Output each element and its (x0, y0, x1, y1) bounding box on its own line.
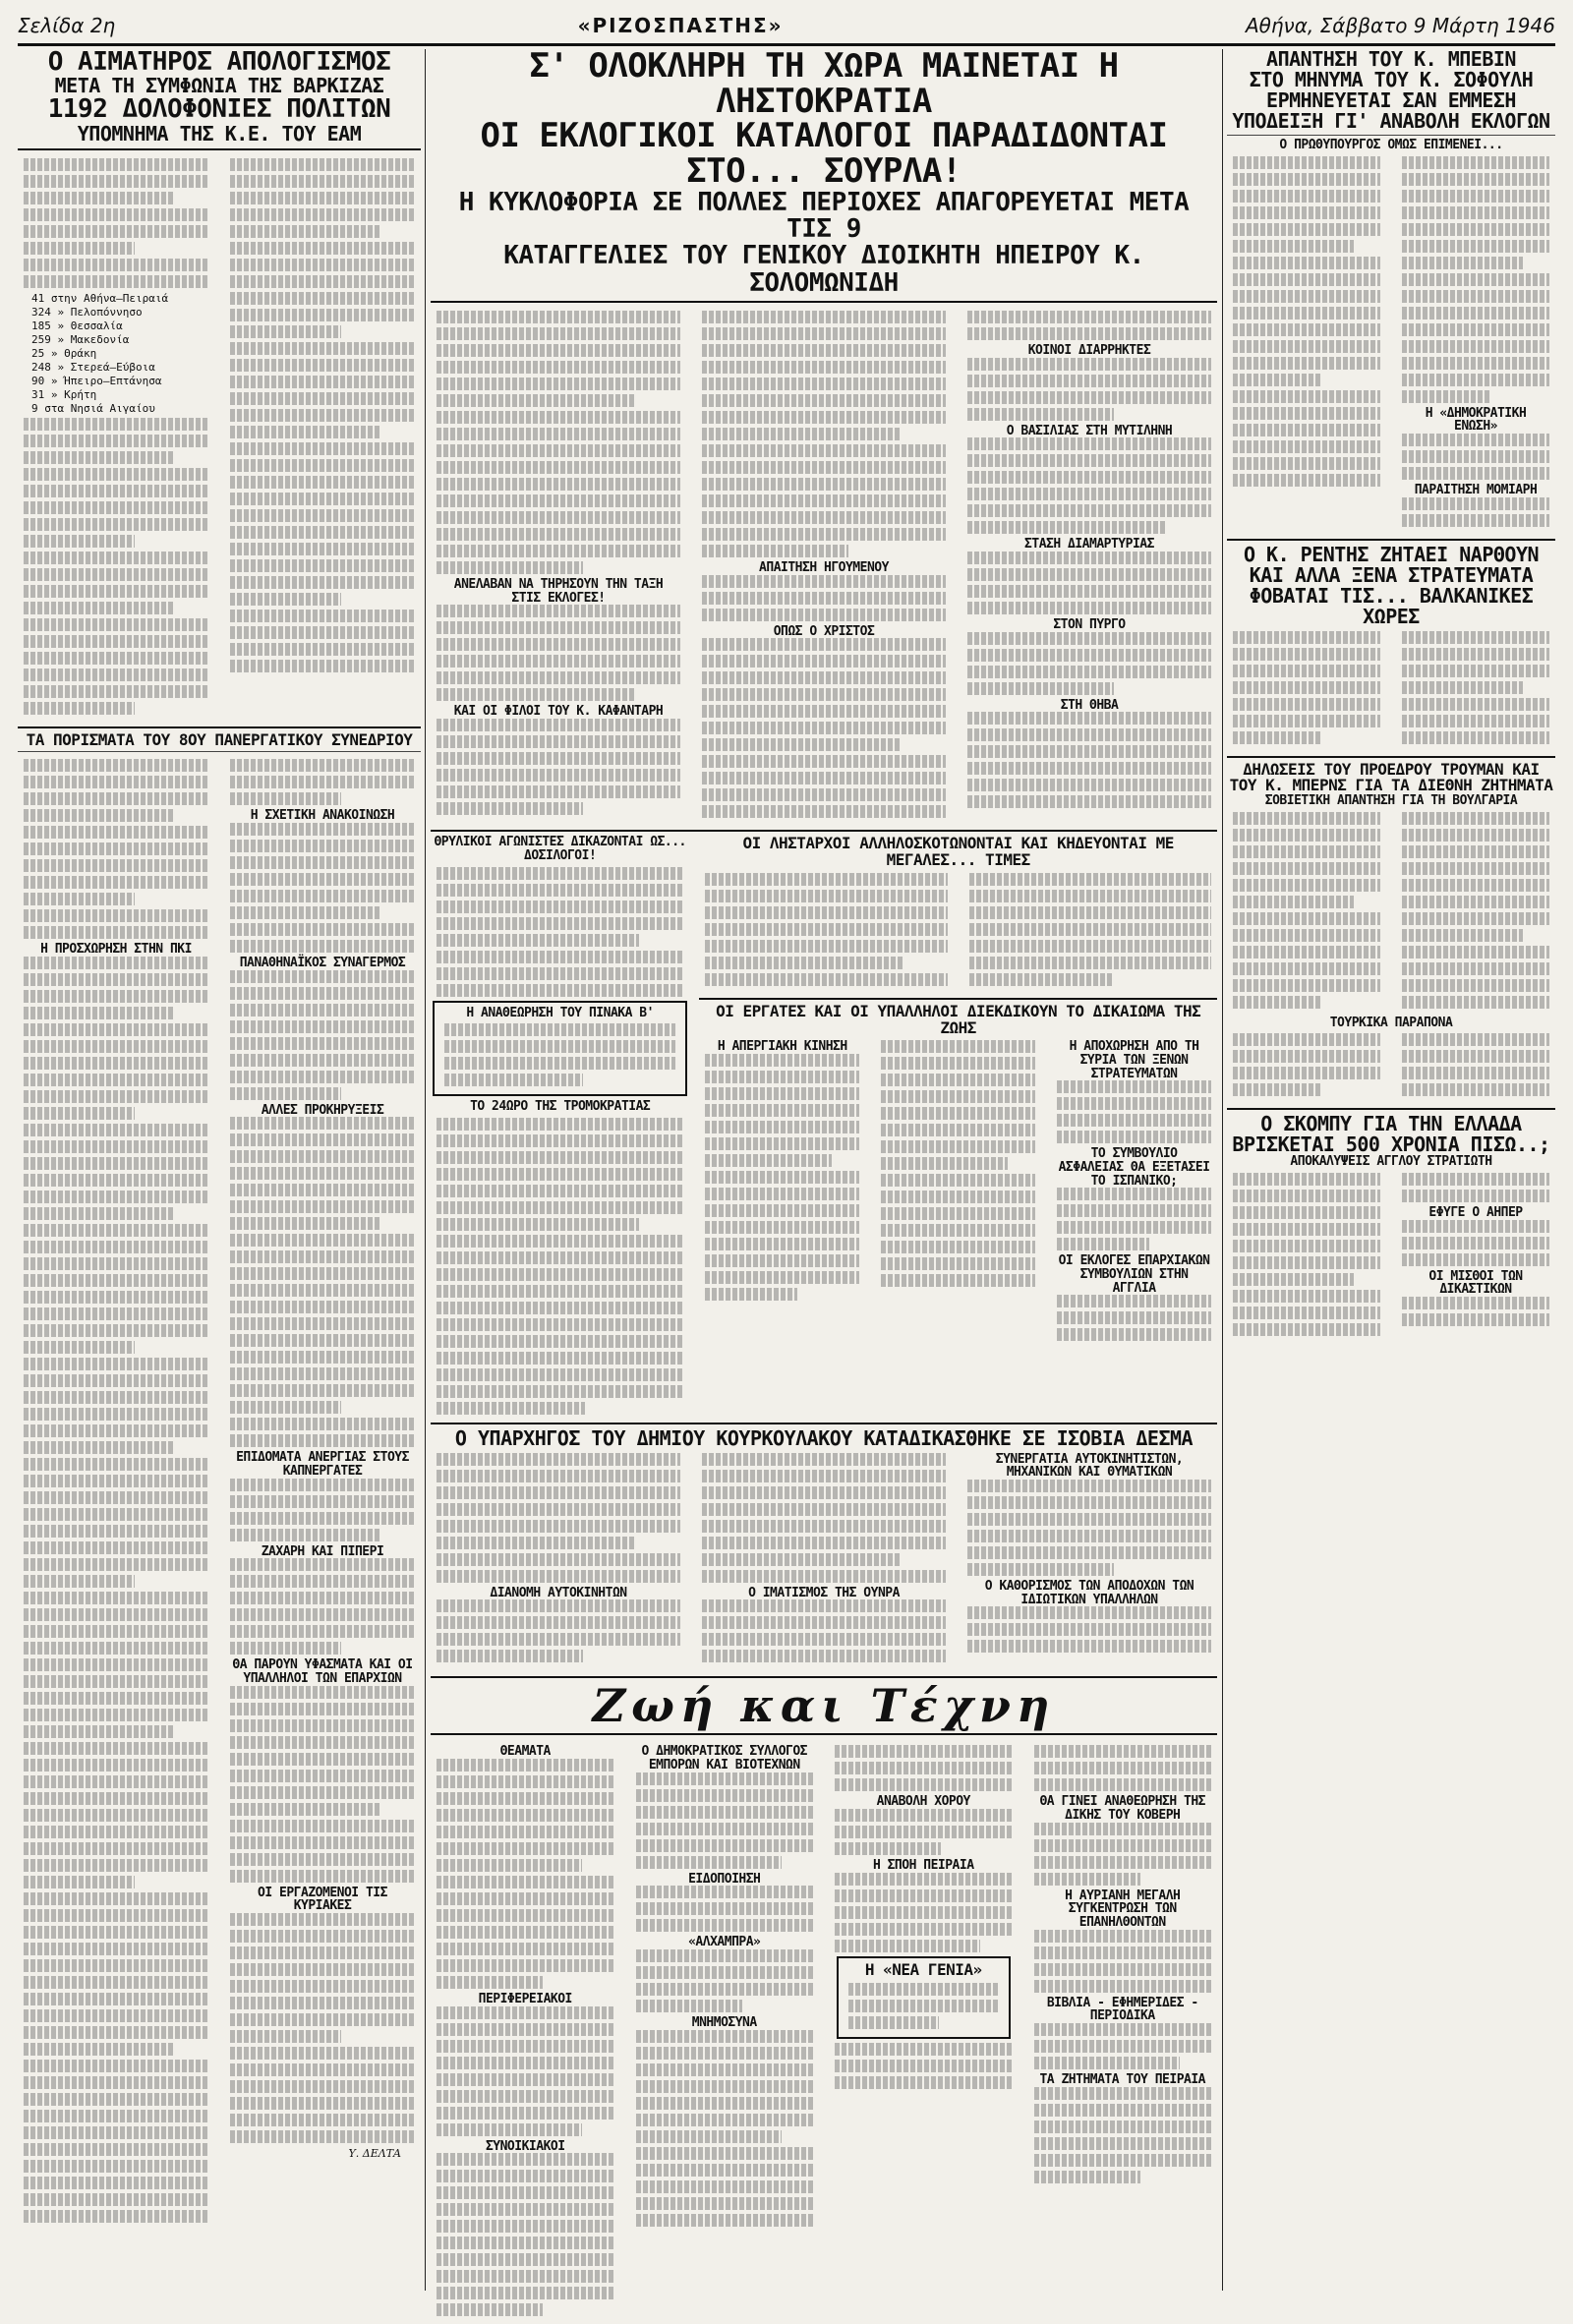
headline: ΒΡΙΣΚΕΤΑΙ 500 ΧΡΟΝΙΑ ΠΙΣΩ..; (1232, 1133, 1550, 1157)
main-headline: ΟΙ ΕΚΛΟΓΙΚΟΙ ΚΑΤΑΛΟΓΟΙ ΠΑΡΑΔΙΔΟΝΤΑΙ ΣΤΟ... ΣΟΥΡΛΑ! (480, 116, 1168, 192)
boxed-article (433, 1001, 687, 1097)
subheading: ΑΛΛΕΣ ΠΡΟΚΗΡΥΞΕΙΣ (261, 1102, 384, 1118)
subheading: ΣΤΟΝ ΠΥΡΓΟ (1053, 616, 1126, 632)
subheading: ΟΙ ΕΡΓΑΖΟΜΕΝΟΙ ΤΙΣ ΚΥΡΙΑΚΕΣ (258, 1885, 387, 1914)
subheading: ΕΙΔΟΠΟΙΗΣΗ (688, 1871, 761, 1887)
casualty-list: 41 στην Αθήνα—Πειραιά 324 » Πελοπόννησο 185 » Θεσσαλία 259 » Μακεδονία 25 » Θράκη 248 » Στερεά—Εύβοια 90 » Ήπειρο—Επτάνησα 31 » Κρήτη 9 στα Νησιά Αιγαίου (31, 291, 169, 415)
headline: ΟΙ ΕΡΓΑΤΕΣ ΚΑΙ ΟΙ ΥΠΑΛΛΗΛΟΙ ΔΙΕΚΔΙΚΟΥΝ ΤΟ ΔΙΚΑΙΩΜΑ ΤΗΣ ΖΩΗΣ (716, 1001, 1201, 1037)
left-column (18, 49, 421, 2231)
subheading: ΒΙΒΛΙΑ - ΕΦΗΜΕΡΙΔΕΣ - ΠΕΡΙΟΔΙΚΑ (1046, 1995, 1198, 2024)
subheading: ΣΤΗ ΘΗΒΑ (1060, 697, 1119, 713)
headline: Ο ΣΚΟΜΠΥ ΓΙΑ ΤΗΝ ΕΛΛΑΔΑ (1260, 1112, 1522, 1136)
headline: ΑΠΑΝΤΗΣΗ ΤΟΥ Κ. ΜΠΕΒΙΝ (1266, 49, 1516, 71)
headline: Η ΚΥΚΛΟΦΟΡΙΑ ΣΕ ΠΟΛΛΕΣ ΠΕΡΙΟΧΕΣ ΑΠΑΓΟΡΕΥΕΤΑΙ ΜΕΤΑ ΤΙΣ 9 (458, 187, 1190, 245)
article-text (1227, 1029, 1555, 1104)
subheading: Ο ΠΡΩΘΥΠΟΥΡΓΟΣ ΟΜΩΣ ΕΠΙΜΕΝΕΙ... (1279, 138, 1503, 152)
headline: ΕΡΜΗΝΕΥΕΤΑΙ ΣΑΝ ΕΜΜΕΣΗ (1266, 88, 1516, 112)
subheading: «ΑΛΧΑΜΠΡΑ» (688, 1935, 761, 1950)
headline: ΟΙ ΛΗΣΤΑΡΧΟΙ ΑΛΛΗΛΟΣΚΟΤΩΝΟΝΤΑΙ ΚΑΙ ΚΗΔΕΥΟΝΤΑΙ ΜΕ ΜΕΓΑΛΕΣ... ΤΙΜΕΣ (742, 834, 1174, 870)
article-text (1227, 627, 1555, 752)
subheading: Η ΑΠΕΡΓΙΑΚΗ ΚΙΝΗΣΗ (717, 1039, 847, 1055)
article-text (1227, 1169, 1555, 1344)
subheading: Η ΣΠΟΗ ΠΕΙΡΑΙΑ (872, 1858, 974, 1874)
headline: ΤΑ ΠΟΡΙΣΜΑΤΑ ΤΟΥ 8ΟΥ ΠΑΝΕΡΓΑΤΙΚΟΥ ΣΥΝΕΔΡΙΟΥ (26, 729, 413, 749)
subheading: ΤΟ 24ΩΡΟ ΤΗΣ ΤΡΟΜΟΚΡΑΤΙΑΣ (470, 1099, 651, 1115)
column-divider (1222, 49, 1223, 2291)
divider (1227, 539, 1555, 541)
divider (1227, 756, 1555, 758)
headline: Ο Κ. ΡΕΝΤΗΣ ΖΗΤΑΕΙ ΝΑΡΘΟΥΝ ΚΑΙ ΑΛΛΑ ΞΕΝΑ ΣΤΡΑΤΕΥΜΑΤΑ (1243, 542, 1540, 587)
headline: ΘΡΥΛΙΚΟΙ ΑΓΩΝΙΣΤΕΣ ΔΙΚΑΖΟΝΤΑΙ ΩΣ... ΔΟΣΙΛΟΓΟΙ! (434, 835, 686, 863)
issue-date: Αθήνα, Σάββατο 9 Μάρτη 1946 (1245, 14, 1555, 37)
subheading: Η ΣΧΕΤΙΚΗ ΑΝΑΚΟΙΝΩΣΗ (250, 808, 395, 824)
headline: ΣΤΟ ΜΗΝΥΜΑ ΤΟΥ Κ. ΣΟΦΟΥΛΗ (1249, 68, 1534, 91)
divider (1227, 135, 1555, 136)
subheading: ΚΟΙΝΟΙ ΔΙΑΡΡΗΚΤΕΣ (1027, 342, 1151, 358)
article-block (431, 307, 1217, 826)
subheading: ΠΑΝΑΘΗΝΑΪΚΟΣ ΣΥΝΑΓΕΡΜΟΣ (239, 956, 406, 971)
subheading: Η «ΔΗΜΟΚΡΑΤΙΚΗ ΕΝΩΣΗ» (1425, 405, 1527, 435)
subheading: ΤΑ ΖΗΤΗΜΑΤΑ ΤΟΥ ΠΕΙΡΑΙΑ (1039, 2071, 1205, 2087)
divider (431, 301, 1217, 303)
divider (431, 830, 1217, 832)
subheading: ΑΝΑΒΟΛΗ ΧΟΡΟΥ (876, 1794, 970, 1810)
divider (431, 1423, 1217, 1424)
subheading: Η ΠΡΟΣΧΩΡΗΣΗ ΣΤΗΝ ΠΚΙ (40, 942, 192, 958)
subheading: ΤΟΥΡΚΙΚΑ ΠΑΡΑΠΟΝΑ (1329, 1015, 1453, 1030)
subheading: ΑΠΑΙΤΗΣΗ ΗΓΟΥΜΕΝΟΥ (759, 559, 889, 575)
subheading: ΖΑΧΑΡΗ ΚΑΙ ΠΙΠΕΡΙ (261, 1543, 384, 1559)
subheading: Η ΑΝΑΘΕΩΡΗΣΗ ΤΟΥ ΠΙΝΑΚΑ Β' (466, 1005, 654, 1020)
headline: ΜΕΤΑ ΤΗ ΣΥΜΦΩΝΙΑ ΤΗΣ ΒΑΡΚΙΖΑΣ (54, 74, 384, 98)
paper-title: «ΡΙΖΟΣΠΑΣΤΗΣ» (577, 14, 784, 37)
subheading: ΑΠΟΚΑΛΥΨΕΙΣ ΑΓΓΛΟΥ ΣΤΡΑΤΙΩΤΗ (1290, 1154, 1492, 1170)
culture-section-logo (431, 1676, 1217, 1735)
subheading: ΕΦΥΓΕ Ο ΑΗΠΕΡ (1428, 1205, 1523, 1221)
article-block (431, 836, 1217, 1419)
divider (18, 751, 421, 752)
author-signature: Υ. ΔΕΛΤΑ (348, 2146, 401, 2160)
subheading: ΟΠΩΣ Ο ΧΡΙΣΤΟΣ (773, 623, 875, 639)
subheading: ΣΥΝΟΙΚΙΑΚΟΙ (485, 2138, 565, 2154)
subheading: Ο ΙΜΑΤΙΣΜΟΣ ΤΗΣ ΟΥΝΡΑ (748, 1585, 900, 1600)
subheading: ΠΕΡΙΦΕΡΕΙΑΚΟΙ (478, 1992, 572, 2007)
subheading: ΣΟΒΙΕΤΙΚΗ ΑΠΑΝΤΗΣΗ ΓΙΑ ΤΗ ΒΟΥΛΓΑΡΙΑ (1264, 793, 1518, 809)
culture-logo-text: Ζωή και Τέχνη (592, 1679, 1056, 1733)
article-text (18, 755, 421, 2231)
subheading: ΣΤΑΣΗ ΔΙΑΜΑΡΤΥΡΙΑΣ (1024, 537, 1154, 552)
right-column (1227, 49, 1555, 1344)
headline: ΦΟΒΑΤΑΙ ΤΙΣ... ΒΑΛΚΑΝΙΚΕΣ ΧΩΡΕΣ (1249, 583, 1534, 628)
subheading: ΘΕΑΜΑΤΑ (499, 1744, 551, 1760)
divider (1227, 1108, 1555, 1110)
headline: Ο ΑΙΜΑΤΗΡΟΣ ΑΠΟΛΟΓΙΣΜΟΣ (47, 49, 391, 77)
headline: Ο ΥΠΑΡΧΗΓΟΣ ΤΟΥ ΔΗΜΙΟΥ ΚΟΥΡΚΟΥΛΑΚΟΥ ΚΑΤΑΔΙΚΑΣΘΗΚΕ ΣΕ ΙΣΟΒΙΑ ΔΕΣΜΑ (454, 1425, 1194, 1450)
headline: ΥΠΟΜΝΗΜΑ ΤΗΣ Κ.Ε. ΤΟΥ ΕΑΜ (77, 121, 362, 145)
headline: ΥΠΟΔΕΙΞΗ ΓΙ' ΑΝΑΒΟΛΗ ΕΚΛΟΓΩΝ (1232, 109, 1550, 133)
subheading: ΠΑΡΑΙΤΗΣΗ ΜΟΜΙΑΡΗ (1414, 482, 1538, 497)
subheading: Ο ΔΗΜΟΚΡΑΤΙΚΟΣ ΣΥΛΛΟΓΟΣ ΕΜΠΟΡΩΝ ΚΑΙ ΒΙΟΤΕΧΝΩΝ (641, 1744, 807, 1773)
subheading: ΣΥΝΕΡΓΑΤΙΑ ΑΥΤΟΚΙΝΗΤΙΣΤΩΝ, ΜΗΧΑΝΙΚΩΝ ΚΑΙ ΘΥΜΑΤΙΚΩΝ (995, 1451, 1184, 1481)
subheading: ΟΙ ΕΚΛΟΓΕΣ ΕΠΑΡΧΙΑΚΩΝ ΣΥΜΒΟΥΛΙΩΝ ΣΤΗΝ ΑΓΓΛΙΑ (1058, 1253, 1210, 1296)
newspaper-page (18, 8, 1555, 2294)
columns (18, 49, 1555, 2291)
subheading: Ο ΒΑΣΙΛΙΑΣ ΣΤΗ ΜΥΤΙΛΗΝΗ (1006, 423, 1173, 438)
article-text (1227, 152, 1555, 535)
column-divider (425, 49, 426, 2291)
headline: 1192 ΔΟΛΟΦΟΝΙΕΣ ΠΟΛΙΤΩΝ (47, 94, 391, 125)
subheading: ΔΙΑΝΟΜΗ ΑΥΤΟΚΙΝΗΤΩΝ (490, 1585, 627, 1600)
subheading: Ο ΚΑΘΟΡΙΣΜΟΣ ΤΩΝ ΑΠΟΔΟΧΩΝ ΤΩΝ ΙΔΙΩΤΙΚΩΝ ΥΠΑΛΛΗΛΩΝ (984, 1579, 1194, 1607)
subheading: ΚΑΙ ΟΙ ΦΙΛΟΙ ΤΟΥ Κ. ΚΑΦΑΝΤΑΡΗ (453, 704, 664, 720)
article-block (431, 1449, 1217, 1671)
headline: ΚΑΤΑΓΓΕΛΙΕΣ ΤΟΥ ΓΕΝΙΚΟΥ ΔΙΟΙΚΗΤΗ ΗΠΕΙΡΟΥ Κ. ΣΟΛΟΜΩΝΙΔΗ (503, 241, 1144, 298)
center-column (431, 49, 1217, 2324)
subheading: ΑΝΕΛΑΒΑΝ ΝΑ ΤΗΡΗΣΟΥΝ ΤΗΝ ΤΑΞΗ ΣΤΙΣ ΕΚΛΟΓΕΣ! (453, 576, 664, 606)
boxed-notice (837, 1956, 1011, 2039)
headline: ΔΗΛΩΣΕΙΣ ΤΟΥ ΠΡΟΕΔΡΟΥ ΤΡΟΥΜΑΝ ΚΑΙ ΤΟΥ Κ. ΜΠΕΡΝΣ ΓΙΑ ΤΑ ΔΙΕΘΝΗ ΖΗΤΗΜΑΤΑ (1229, 759, 1553, 795)
divider (18, 726, 421, 728)
main-headline: Σ' ΟΛΟΚΛΗΡΗ ΤΗ ΧΩΡΑ ΜΑΙΝΕΤΑΙ Η ΛΗΣΤΟΚΡΑΤΙΑ (529, 49, 1119, 121)
subheading: Η ΑΥΡΙΑΝΗ ΜΕΓΑΛΗ ΣΥΓΚΕΝΤΡΩΣΗ ΤΩΝ ΕΠΑΝΗΛΘΟΝΤΩΝ (1065, 1888, 1181, 1930)
article-text (1227, 808, 1555, 1017)
article-text (18, 154, 421, 723)
subheading: Η «ΝΕΑ ΓΕΝΙΑ» (864, 1959, 982, 1979)
page-number: Σελίδα 2η (18, 14, 116, 37)
subheading: Η ΑΠΟΧΩΡΗΣΗ ΑΠΟ ΤΗ ΣΥΡΙΑ ΤΩΝ ΞΕΝΩΝ ΣΤΡΑΤΕΥΜΑΤΩΝ (1069, 1039, 1199, 1081)
culture-section (431, 1741, 1217, 2324)
subheading: ΤΟ ΣΥΜΒΟΥΛΙΟ ΑΣΦΑΛΕΙΑΣ ΘΑ ΕΞΕΤΑΣΕΙ ΤΟ ΙΣΠΑΝΙΚΟ; (1058, 1146, 1210, 1189)
subheading: ΘΑ ΓΙΝΕΙ ΑΝΑΘΕΩΡΗΣΗ ΤΗΣ ΔΙΚΗΣ ΤΟΥ ΚΟΒΕΡΗ (1039, 1794, 1205, 1824)
subheading: ΟΙ ΜΙΣΘΟΙ ΤΩΝ ΔΙΚΑΣΤΙΚΩΝ (1428, 1268, 1523, 1298)
subheading: ΜΝΗΜΟΣΥΝΑ (691, 2014, 757, 2030)
subheading: ΕΠΙΔΟΜΑΤΑ ΑΝΕΡΓΙΑΣ ΣΤΟΥΣ ΚΑΠΝΕΡΓΑΤΕΣ (236, 1450, 409, 1479)
masthead (18, 8, 1555, 46)
subheading: ΘΑ ΠΑΡΟΥΝ ΥΦΑΣΜΑΤΑ ΚΑΙ ΟΙ ΥΠΑΛΛΗΛΟΙ ΤΩΝ ΕΠΑΡΧΙΩΝ (232, 1657, 413, 1686)
divider (18, 148, 421, 150)
